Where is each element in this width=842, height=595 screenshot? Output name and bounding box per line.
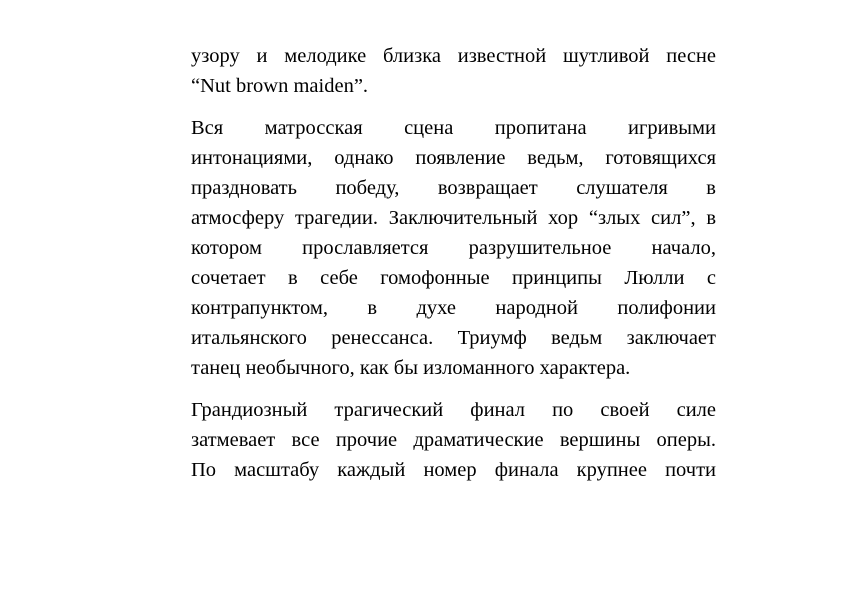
text-line: узору и мелодике близка известной шутливой песне <box>191 45 716 67</box>
text-line: Вся матросская сцена пропитана игривыми <box>191 117 716 139</box>
paragraph-3 <box>191 395 716 485</box>
document-text <box>191 41 716 485</box>
paragraph-spacer <box>191 383 716 395</box>
text-line: праздновать победу, возвращает слушателя в <box>191 177 716 199</box>
paragraph-2 <box>191 113 716 383</box>
text-line: контрапунктом, в духе народной полифонии <box>191 297 716 319</box>
text-line: Грандиозный трагический финал по своей силе <box>191 399 716 421</box>
text-line: атмосферу трагедии. Заключительный хор “злых сил”, в <box>191 207 716 229</box>
text-line: сочетает в себе гомофонные принципы Люлли с <box>191 267 716 289</box>
text-line: интонациями, однако появление ведьм, готовящихся <box>191 147 716 169</box>
text-line: затмевает все прочие драматические вершины оперы. <box>191 429 716 451</box>
text-line: “Nut brown maiden”. <box>191 75 369 97</box>
text-line: танец необычного, как бы изломанного характера. <box>191 357 631 379</box>
paragraph-1 <box>191 41 716 101</box>
text-line: По масштабу каждый номер финала крупнее почти <box>191 459 716 481</box>
text-line: котором прославляется разрушительное начало, <box>191 237 716 259</box>
text-line: итальянского ренессанса. Триумф ведьм заключает <box>191 327 716 349</box>
paragraph-spacer <box>191 101 716 113</box>
